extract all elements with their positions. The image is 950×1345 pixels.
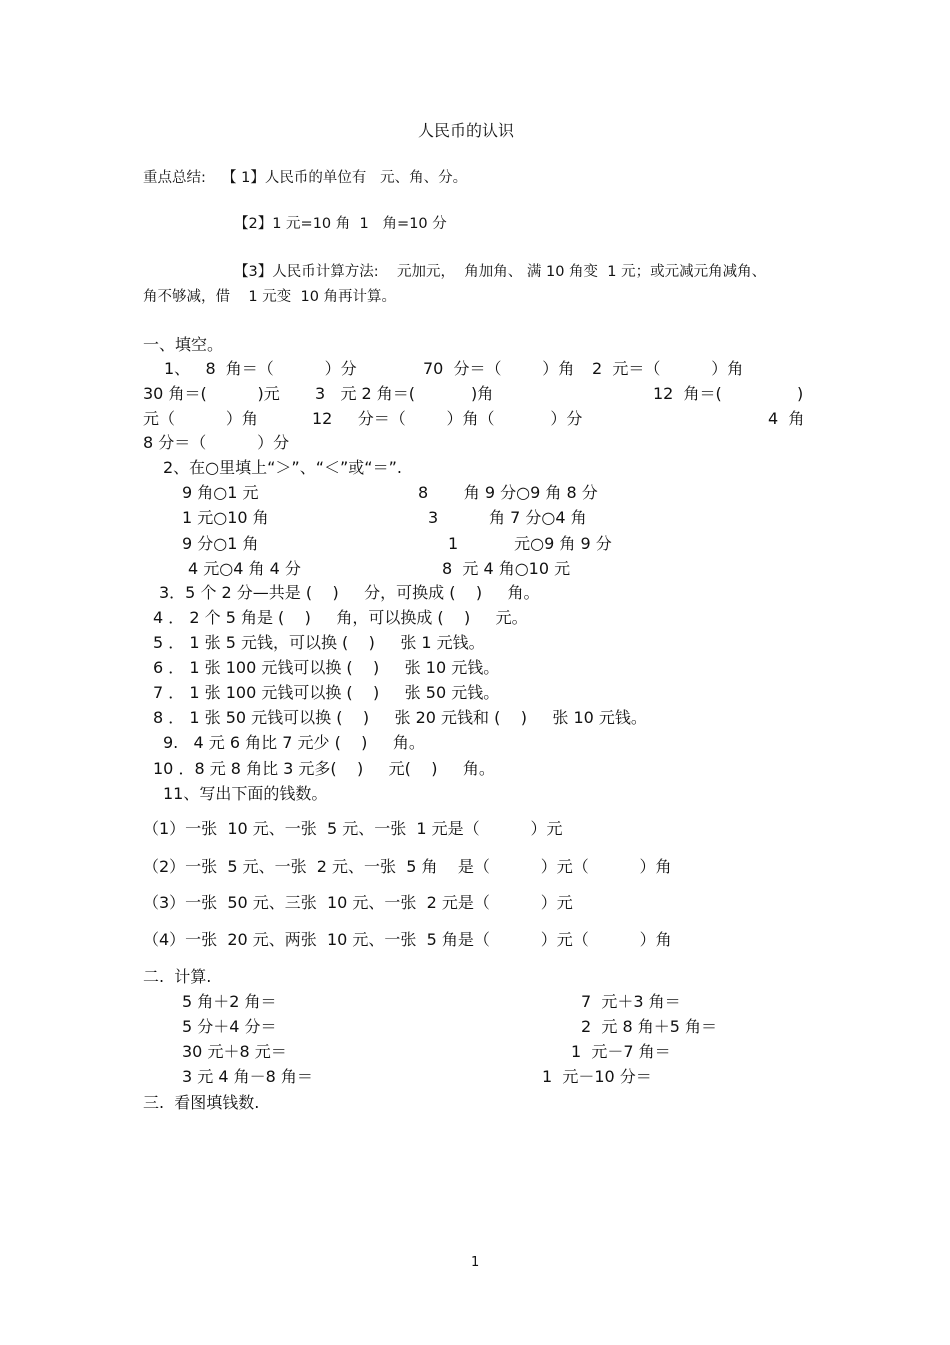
- q1-part-k: 8 分＝（ ）分: [143, 433, 290, 452]
- q2-row1-left: 9 角○1 元: [182, 483, 259, 502]
- q8: 8 ． 1 张 50 元钱可以换 ( ) 张 20 元钱和 ( ) 张 10 元钱。: [153, 708, 647, 727]
- q1-part-g: ): [797, 384, 804, 403]
- section-2-heading: 二. 计算.: [143, 967, 212, 986]
- q11-item-1: （1）一张 10 元、一张 5 元、一张 1 元是（ ）元: [143, 819, 563, 838]
- summary-label: 重点总结:: [143, 170, 206, 186]
- q1-part-e: 3 元 2 角＝( )角: [315, 384, 494, 403]
- q6: 6 ． 1 张 100 元钱可以换 ( ) 张 10 元钱。: [153, 658, 500, 677]
- summary-point-2: 【2】1 元=10 角 1 角=10 分: [234, 216, 447, 232]
- section-1-heading: 一、填空。: [143, 335, 224, 354]
- q11-item-4: （4）一张 20 元、两张 10 元、一张 5 角是（ ）元（ ）角: [143, 930, 672, 949]
- q2-row3-right: 1 元○9 角 9 分: [448, 534, 612, 553]
- q7: 7 ． 1 张 100 元钱可以换 ( ) 张 50 元钱。: [153, 683, 500, 702]
- q1-part-f: 12 角＝(: [653, 384, 722, 403]
- summary-point-3: 【3】人民币计算方法: 元加元， 角加角、 满 10 角变 1 元；或元减元角减角、: [234, 264, 767, 280]
- calc-right-3: 1 元－7 角＝: [571, 1042, 671, 1061]
- q4: 4 ． 2 个 5 角是 ( ) 角，可以换成 ( ) 元。: [153, 608, 528, 627]
- calc-left-3: 30 元＋8 元＝: [182, 1042, 287, 1061]
- q1-part-b: 70 分＝（ ）角: [423, 359, 575, 378]
- q1-part-d: 30 角＝( )元: [143, 384, 280, 403]
- q11-item-2: （2）一张 5 元、一张 2 元、一张 5 角 是（ ）元（ ）角: [143, 857, 672, 876]
- section-3-heading: 三. 看图填钱数.: [143, 1093, 260, 1112]
- q10: 10 ．8 元 8 角比 3 元多( ) 元( ) 角。: [153, 759, 495, 778]
- q2-row3-left: 9 分○1 角: [182, 534, 259, 553]
- calc-right-2: 2 元 8 角＋5 角＝: [581, 1017, 717, 1036]
- q1-part-j: 4 角: [768, 409, 805, 428]
- q2-row2-right: 3 角 7 分○4 角: [428, 508, 587, 527]
- q11-heading: 11、写出下面的钱数。: [163, 784, 328, 803]
- q1-part-c: 2 元＝（ ）角: [592, 359, 744, 378]
- calc-left-4: 3 元 4 角－8 角＝: [182, 1067, 313, 1086]
- page-title: 人民币的认识: [418, 121, 515, 140]
- q2-row4-right: 8 元 4 角○10 元: [442, 559, 571, 578]
- page-number: 1: [471, 1255, 480, 1270]
- calc-left-2: 5 分＋4 分＝: [182, 1017, 277, 1036]
- summary-point-1: 【 1】人民币的单位有 元、角、分。: [222, 170, 468, 186]
- q2-row4-left: 4 元○4 角 4 分: [188, 559, 301, 578]
- q1-part-h: 元（ ）角: [143, 409, 258, 428]
- calc-right-1: 7 元＋3 角＝: [581, 992, 681, 1011]
- calc-left-1: 5 角＋2 角＝: [182, 992, 277, 1011]
- q11-item-3: （3）一张 50 元、三张 10 元、一张 2 元是（ ）元: [143, 893, 573, 912]
- q9: 9. 4 元 6 角比 7 元少 ( ) 角。: [163, 733, 425, 752]
- q1-part-i: 12 分＝（ ）角（ ）分: [312, 409, 583, 428]
- q2-row1-right: 8 角 9 分○9 角 8 分: [418, 483, 598, 502]
- q1-part-a: 1、 8 角＝（ ）分: [164, 359, 357, 378]
- calc-right-4: 1 元－10 分＝: [542, 1067, 652, 1086]
- q2-row2-left: 1 元○10 角: [182, 508, 269, 527]
- q5: 5 ． 1 张 5 元钱，可以换 ( ) 张 1 元钱。: [153, 633, 485, 652]
- q2-heading: 2、在○里填上“＞”、“＜”或“＝”.: [163, 458, 402, 477]
- q3: 3．5 个 2 分—共是 ( ) 分，可换成 ( ) 角。: [159, 583, 540, 602]
- summary-point-3-cont: 角不够减，借 1 元变 10 角再计算。: [143, 289, 397, 305]
